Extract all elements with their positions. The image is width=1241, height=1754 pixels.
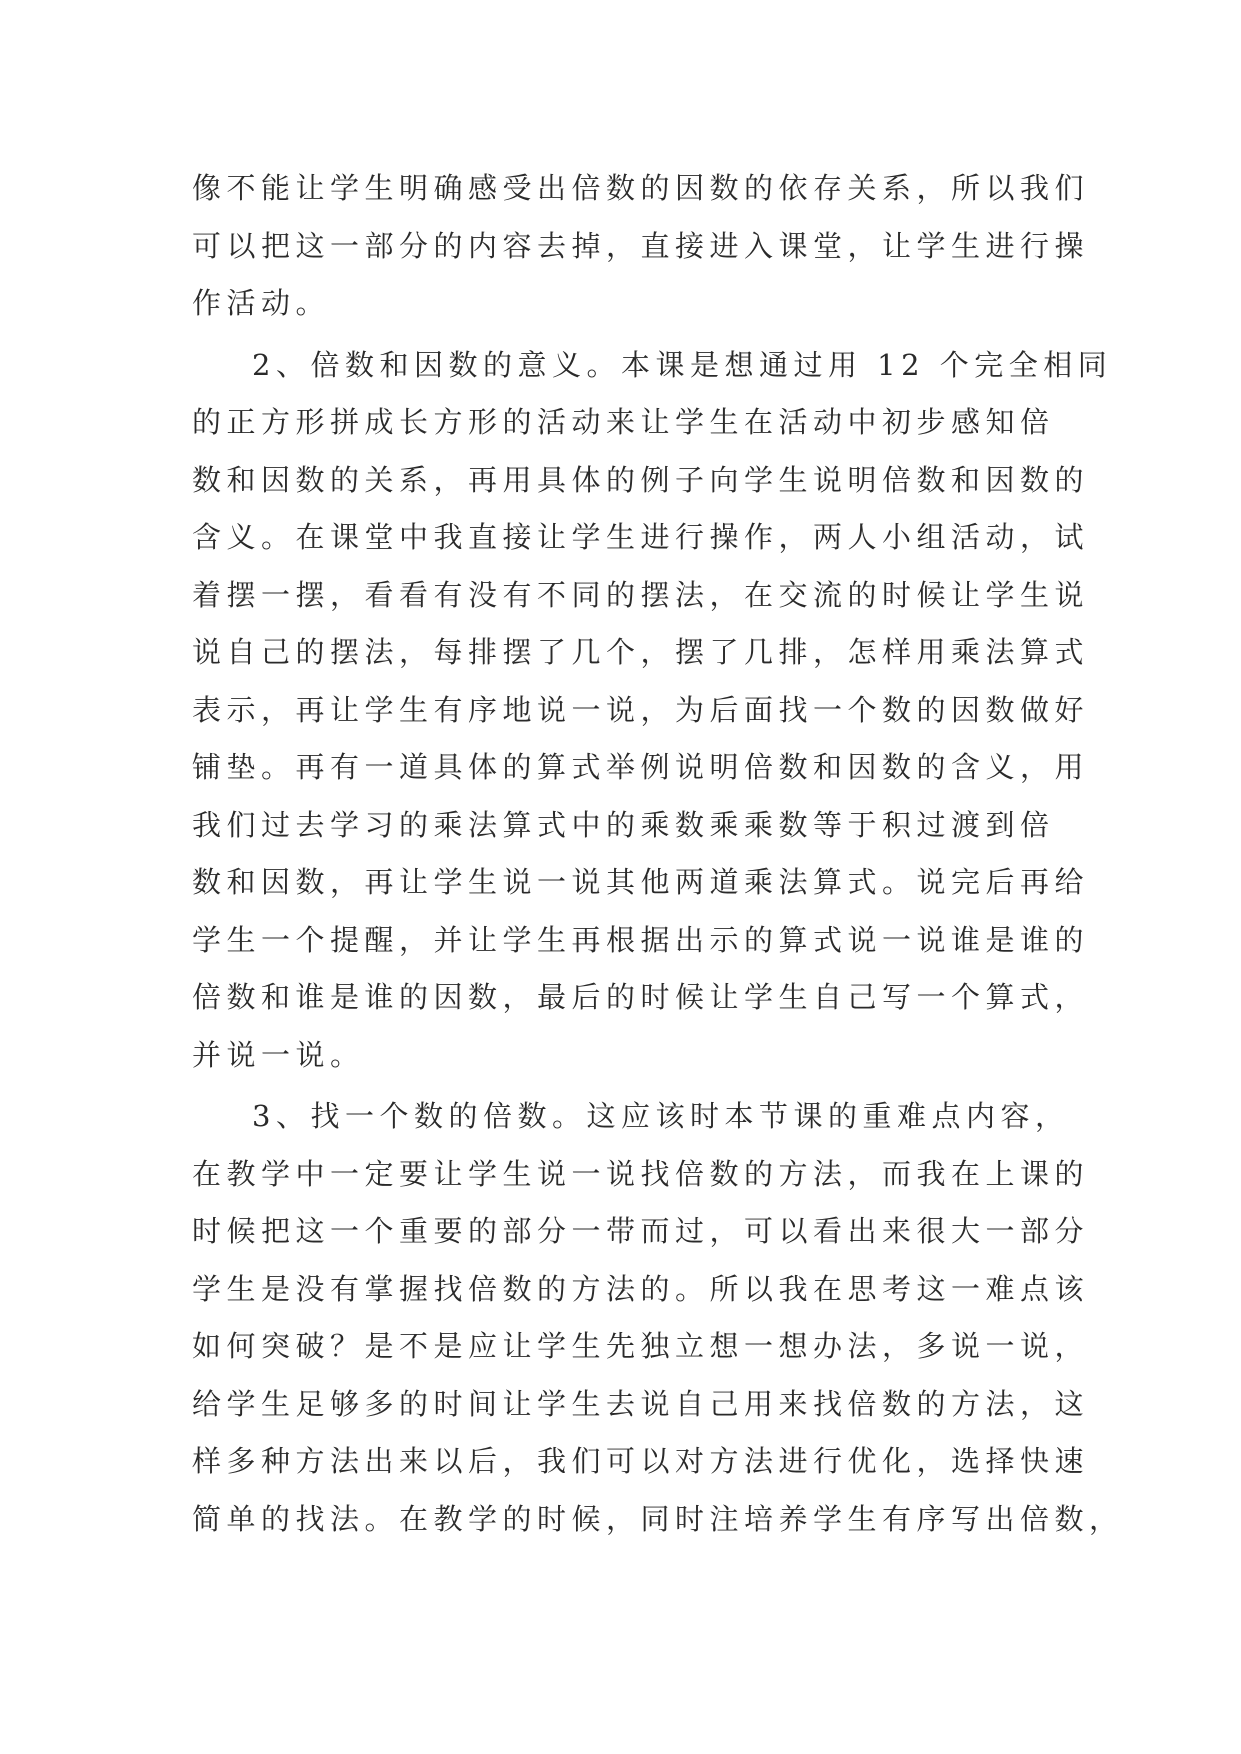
text-line-14: 学生一个提醒，并让学生再根据出示的算式说一说谁是谁的 <box>192 922 1090 957</box>
text-line-1: 像不能让学生明确感受出倍数的因数的依存关系，所以我们 <box>192 171 1090 205</box>
text-line-19: 时候把这一个重要的部分一带而过，可以看出来很大一部分 <box>192 1214 1090 1248</box>
text-line-17: 3、找一个数的倍数。这应该时本节课的重难点内容， <box>252 1099 1070 1133</box>
text-line-4: 2、倍数和因数的意义。本课是想通过用 12 个完全相同 <box>252 347 1113 382</box>
text-line-15: 倍数和谁是谁的因数，最后的时候让学生自己写一个算式， <box>192 980 1090 1014</box>
text-line-23: 样多种方法出来以后，我们可以对方法进行优化，选择快速 <box>192 1444 1090 1478</box>
text-line-20: 学生是没有掌握找倍数的方法的。所以我在思考这一难点该 <box>192 1271 1090 1306</box>
body-text <box>192 160 1124 1548</box>
text-line-6: 数和因数的关系，再用具体的例子向学生说明倍数和因数的 <box>192 462 1090 497</box>
text-line-24: 简单的找法。在教学的时候，同时注培养学生有序写出倍数， <box>192 1501 1124 1536</box>
text-line-11: 铺垫。再有一道具体的算式举例说明倍数和因数的含义，用 <box>192 750 1090 784</box>
text-line-13: 数和因数，再让学生说一说其他两道乘法算式。说完后再给 <box>192 865 1090 899</box>
text-line-5: 的正方形拼成长方形的活动来让学生在活动中初步感知倍 <box>192 405 1055 439</box>
text-line-2: 可以把这一部分的内容去掉，直接进入课堂，让学生进行操 <box>192 228 1090 263</box>
text-line-16: 并说一说。 <box>192 1037 365 1072</box>
text-line-12: 我们过去学习的乘法算式中的乘数乘乘数等于积过渡到倍 <box>192 807 1055 842</box>
text-line-18: 在教学中一定要让学生说一说找倍数的方法，而我在上课的 <box>192 1156 1090 1191</box>
text-line-8: 着摆一摆，看看有没有不同的摆法，在交流的时候让学生说 <box>192 577 1090 612</box>
text-line-22: 给学生足够多的时间让学生去说自己用来找倍数的方法，这 <box>192 1386 1090 1421</box>
text-line-3: 作活动。 <box>192 286 331 320</box>
text-line-21: 如何突破？是不是应让学生先独立想一想办法，多说一说， <box>192 1329 1090 1363</box>
text-line-10: 表示，再让学生有序地说一说，为后面找一个数的因数做好 <box>192 692 1090 727</box>
text-line-9: 说自己的摆法，每排摆了几个，摆了几排，怎样用乘法算式 <box>192 635 1090 669</box>
text-line-7: 含义。在课堂中我直接让学生进行操作，两人小组活动，试 <box>192 520 1090 554</box>
